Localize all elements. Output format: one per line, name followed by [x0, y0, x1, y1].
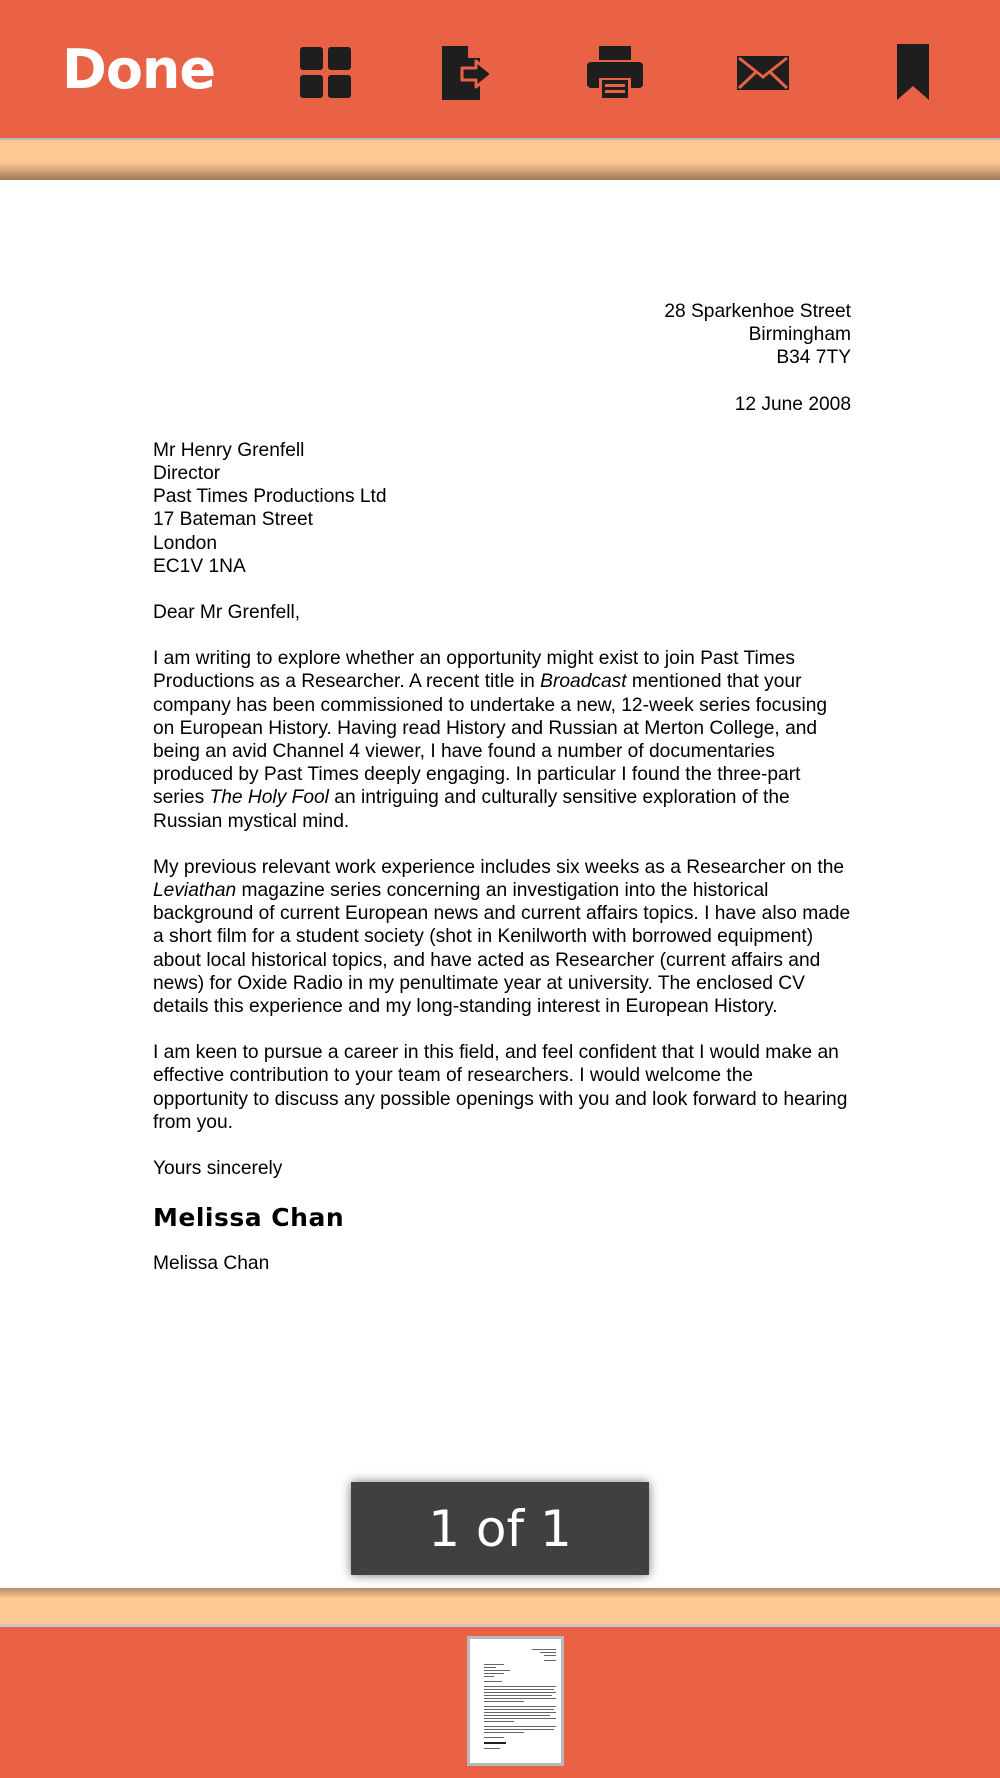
recipient-line: 17 Bateman Street: [153, 509, 313, 531]
thumbnail-text-line: [484, 1737, 504, 1738]
closing: Yours sincerely: [153, 1158, 283, 1180]
thumbnail-text-line: [484, 1686, 556, 1687]
recipient-line: Past Times Productions Ltd: [153, 486, 387, 508]
grid-icon[interactable]: [297, 44, 357, 102]
thumbnail-text-line: [484, 1695, 552, 1696]
recipient-line: London: [153, 532, 218, 554]
thumbnail-text-line: [532, 1649, 556, 1650]
thumbnail-text-line: [484, 1667, 496, 1668]
paragraph-3: I am keen to pursue a career in this field, and feel confident that I would make an effective contribution to your team of researchers. I would welcome the opportunity to discuss any possible openings with you and look forward to hearing from you.: [153, 1042, 848, 1133]
thumbnail-text-line: [484, 1726, 556, 1727]
thumbnail-text-line: [484, 1673, 504, 1674]
thumbnail-text-line: [484, 1681, 502, 1682]
thumbnail-text-line: [540, 1652, 556, 1653]
export-document-icon[interactable]: [438, 44, 498, 102]
page-thumbnail[interactable]: [467, 1636, 564, 1766]
thumbnail-text-line: [484, 1670, 510, 1671]
thumbnail-text-line: [484, 1729, 554, 1730]
thumbnail-text-line: [484, 1718, 556, 1719]
paragraph-1: [153, 647, 851, 833]
thumbnail-text-line: [484, 1676, 494, 1677]
thumbnail-text-line: [484, 1689, 554, 1690]
address-line: B34 7TY: [776, 347, 851, 369]
paragraph-text: an intriguing and culturally sensitive exploration of the Russian mystical mind.: [153, 787, 790, 832]
paragraph-text: I am writing to explore whether an opportunity might exist to join Past Times Productions as a Researcher. A recent title in: [153, 648, 796, 693]
paragraph-text: My previous relevant work experience includes six weeks as a Researcher on the: [153, 856, 845, 878]
letter-date: 12 June 2008: [734, 393, 851, 415]
footer-shadow-band: [0, 1588, 1000, 1624]
thumbnail-text-line: [484, 1732, 524, 1733]
thumbnail-text-line: [484, 1706, 556, 1707]
thumbnail-text-line: [484, 1692, 556, 1693]
paragraph-2: [153, 856, 851, 1018]
done-button[interactable]: Done: [62, 38, 215, 101]
top-toolbar: [0, 0, 1000, 140]
recipient-line: EC1V 1NA: [153, 555, 246, 577]
thumbnail-text-line: [544, 1655, 556, 1656]
letter-body: [153, 300, 851, 1276]
thumbnail-text-line: [484, 1748, 500, 1749]
thumbnail-text-line: [484, 1712, 556, 1713]
print-icon[interactable]: [585, 44, 645, 102]
paragraph-text: magazine series concerning an investigation into the historical background of current European news and current affairs topics. I have also made a short film for a student society (shot in Kenilworth with borrowed equipment) about local historical topics, and have acted as Researcher (current affairs and news) for Oxide Radio in my penultimate year at university. The enclosed CV details this experience and my long-standing interest in European History.: [153, 880, 851, 1018]
signer-name: Melissa Chan: [153, 1253, 270, 1275]
sender-address: [153, 300, 851, 370]
thumbnail-text-line: [484, 1721, 514, 1722]
thumbnail-text-line: [544, 1660, 556, 1661]
publication-title: Broadcast: [540, 671, 627, 693]
recipient-line: Director: [153, 463, 221, 485]
paragraph-text: mentioned that your company has been commissioned to undertake a new, 12-week series focusing on European History. Having read History and Russian at Merton College, and being an avid Channel 4 viewer, I have found a number of documentaries produced by Past Times deeply engaging. In particular I found the three-part series: [153, 671, 828, 809]
bookmark-icon[interactable]: [883, 42, 943, 100]
recipient-address: [153, 439, 851, 578]
address-line: 28 Sparkenhoe Street: [664, 301, 851, 322]
thumbnail-text-line: [484, 1701, 524, 1702]
series-title: The Holy Fool: [209, 787, 329, 809]
thumbnail-text-line: [484, 1715, 550, 1716]
mail-icon[interactable]: [733, 44, 793, 102]
recipient-line: Mr Henry Grenfell: [153, 439, 305, 461]
signature: Melissa Chan: [153, 1203, 345, 1233]
salutation: Dear Mr Grenfell,: [153, 602, 301, 624]
thumbnail-text-line: [484, 1742, 506, 1744]
toolbar-shadow-band: [0, 140, 1000, 180]
thumbnail-text-line: [484, 1709, 554, 1710]
series-title: Leviathan: [153, 880, 237, 902]
page-indicator: 1 of 1: [351, 1482, 649, 1575]
address-line: Birmingham: [748, 324, 851, 346]
thumbnail-text-line: [484, 1664, 504, 1665]
thumbnail-text-line: [484, 1698, 556, 1699]
